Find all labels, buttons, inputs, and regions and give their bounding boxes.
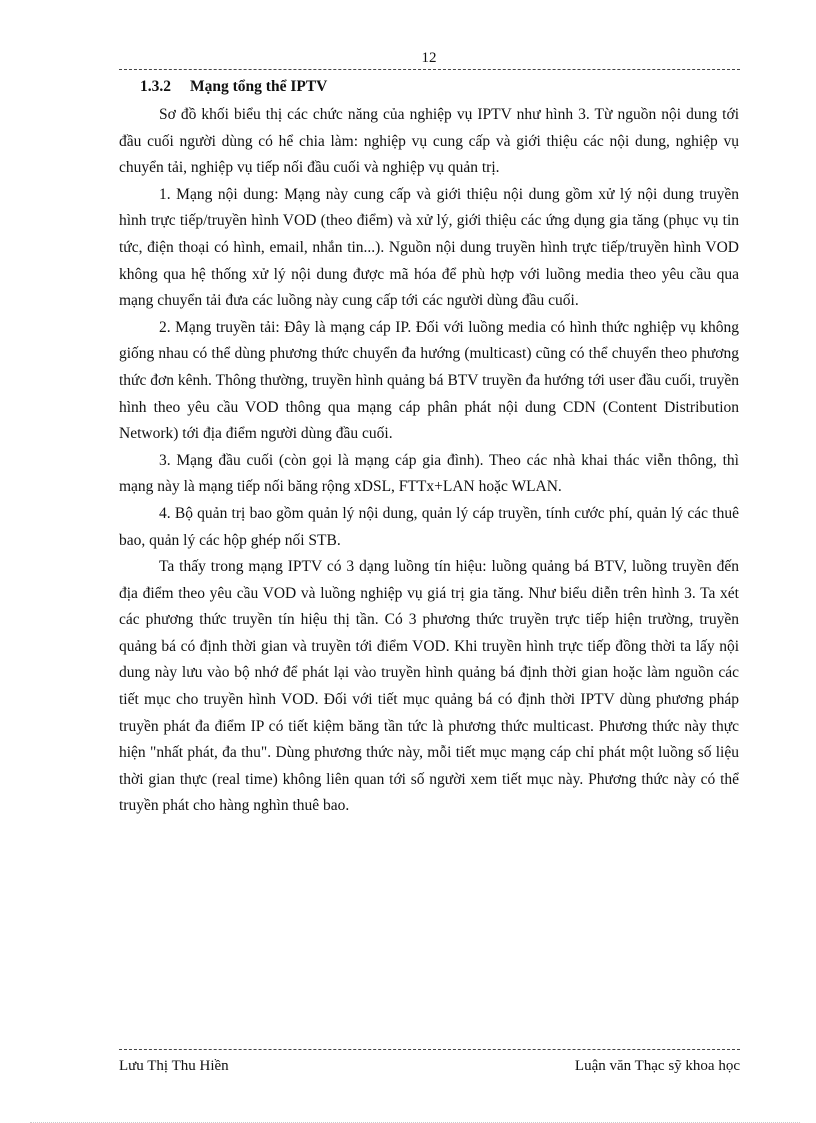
page-number: 12 (421, 50, 437, 66)
paragraph-transport-network: 2. Mạng truyền tải: Đây là mạng cáp IP. Đối với luồng media có hình thức nghiệp vụ không giống nhau có thể dùng phương thức chuyển đa hướng (multicast) cũng có thể chuyển theo phương thức đơn kênh. Thông thường, truyền hình quảng bá BTV truyền đa hướng tới user đầu cuối, truyền hình theo yêu cầu VOD thông qua mạng cáp phân phát nội dung CDN (Content Distribution Network) tới địa điểm người dùng đầu cuối. (119, 318, 739, 443)
paragraph-terminal-network: 3. Mạng đầu cuối (còn gọi là mạng cáp gia đình). Theo các nhà khai thác viễn thông, thì mạng này là mạng tiếp nối băng rộng xDSL, FTTx+LAN hoặc WLAN. (119, 451, 739, 496)
footer-author: Lưu Thị Thu Hiền (119, 1058, 229, 1074)
footer-divider (119, 1049, 740, 1050)
section-heading (119, 76, 739, 102)
paragraph-signal-streams: Ta thấy trong mạng IPTV có 3 dạng luồng tín hiệu: luồng quảng bá BTV, luồng truyền đến địa điểm theo yêu cầu VOD và luồng nghiệp vụ giá trị gia tăng. Như biểu diễn trên hình 3. Ta xét các phương thức truyền tín hiệu thị tần. Có 3 phương thức truyền trực tiếp hiện trường, truyền quảng bá có định thời gian và truyền tới điểm VOD. Khi truyền hình trực tiếp đồng thời ta lấy nội dung này lưu vào bộ nhớ để phát lại vào truyền hình quảng bá định thời gian hoặc làm nguồn các tiết mục cho truyền hình VOD. Đối với tiết mục quảng bá có định thời IPTV dùng phương pháp truyền phát đa điểm IP có tiết kiệm băng tần tức là phương thức multicast. Phương thức này thực hiện "nhất phát, đa thu". Dùng phương thức này, mỗi tiết mục mạng cáp chỉ phát một luồng số liệu thời gian thực (real time) không liên quan tới số người xem tiết mục này. Phương thức này có thể truyền phát cho hàng nghìn thuê bao. (119, 558, 739, 815)
page-body (119, 76, 739, 820)
paragraph-content-network: 1. Mạng nội dung: Mạng này cung cấp và giới thiệu nội dung gồm xử lý nội dung truyền hình trực tiếp/truyền hình VOD (theo điểm) và xử lý, giới thiệu các ứng dụng gia tăng (phục vụ tin tức, điện thoại có hình, email, nhắn tin...). Nguồn nội dung truyền hình trực tiếp/truyền hình VOD không qua hệ thống xử lý nội dung được mã hóa để phù hợp với luồng media theo yêu cầu qua mạng chuyển tải đưa các luồng này cung cấp tới các người dùng đầu cuối. (119, 185, 739, 310)
paragraph-management: 4. Bộ quản trị bao gồm quản lý nội dung, quản lý cáp truyền, tính cước phí, quản lý các thuê bao, quản lý các hộp ghép nối STB. (119, 504, 739, 549)
section-title: Mạng tổng thể IPTV (190, 78, 328, 95)
paragraph-intro: Sơ đồ khối biểu thị các chức năng của nghiệp vụ IPTV như hình 3. Từ nguồn nội dung tới đầu cuối người dùng có hể chia làm: nghiệp vụ cung cấp và giới thiệu các nội dung, nghiệp vụ chuyển tải, nghiệp vụ tiếp nối đầu cuối và nghiệp vụ quản trị. (119, 106, 739, 177)
section-number: 1.3.2 (140, 78, 171, 95)
footer-document-type: Luận văn Thạc sỹ khoa học (574, 1058, 740, 1074)
header-divider (119, 69, 740, 70)
